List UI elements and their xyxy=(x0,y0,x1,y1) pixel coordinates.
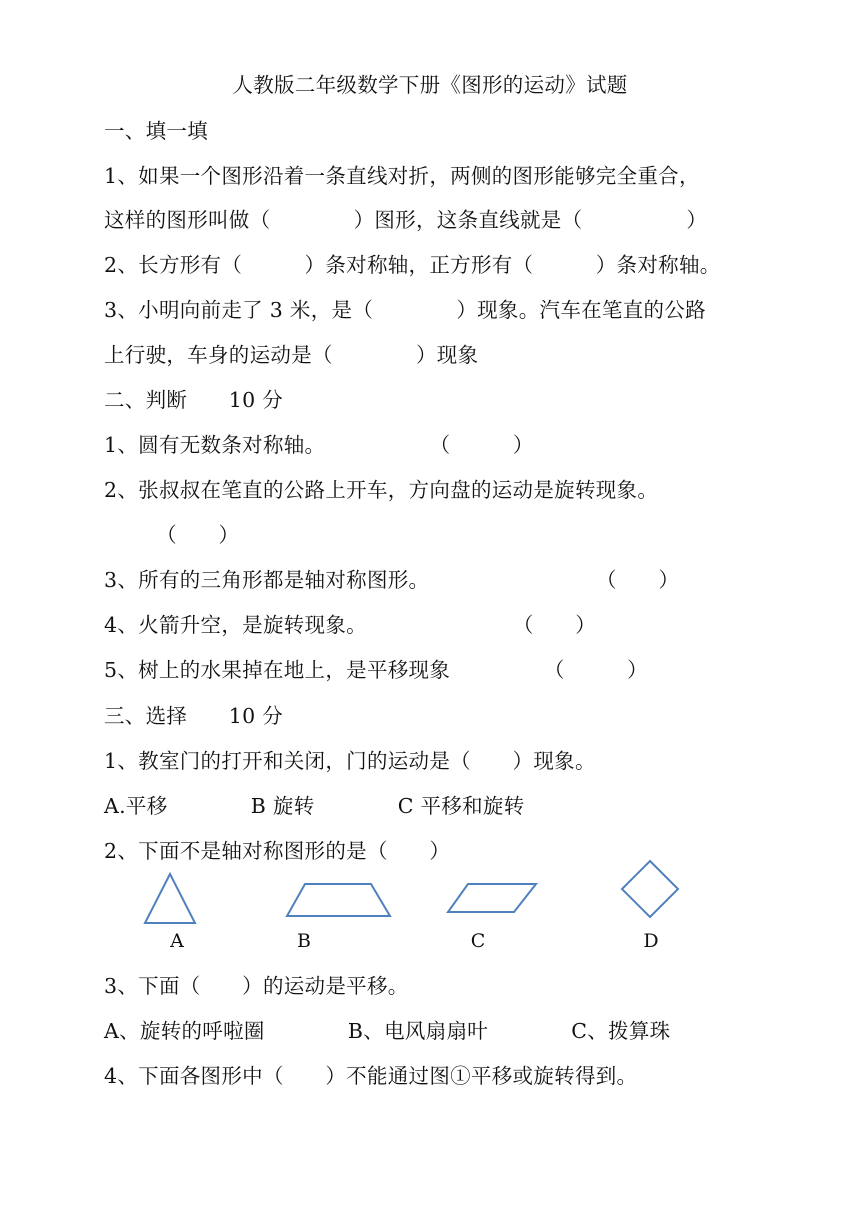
parallelogram-figure xyxy=(446,882,538,914)
section-3-heading: 三、选择 10 分 xyxy=(104,704,284,728)
judge-question-2-line-1: 2、张叔叔在笔直的公路上开车，方向盘的运动是旋转现象。 xyxy=(104,478,659,502)
choice-question-3-options: A、旋转的呼啦圈 B、电风扇扇叶 C、拨算珠 xyxy=(104,1019,671,1043)
diamond-figure xyxy=(621,860,679,918)
judge-question-2-line-2: （ ） xyxy=(104,523,240,547)
section-1-heading: 一、填一填 xyxy=(104,119,208,143)
choice-question-1-options: A.平移 B 旋转 C 平移和旋转 xyxy=(104,794,525,818)
fill-question-3-line-1: 3、小明向前走了 3 米，是（ ）现象。汽车在笔直的公路 xyxy=(104,298,706,322)
figure-label-a: A xyxy=(170,930,184,952)
judge-question-1: 1、圆有无数条对称轴。 （ ） xyxy=(104,433,534,457)
judge-question-4: 4、火箭升空，是旋转现象。 （ ） xyxy=(104,613,597,637)
figure-label-d: D xyxy=(643,930,659,952)
choice-question-3: 3、下面（ ）的运动是平移。 xyxy=(104,974,409,998)
choice-question-4: 4、下面各图形中（ ）不能通过图①平移或旋转得到。 xyxy=(104,1064,638,1088)
figure-label-b: B xyxy=(297,930,311,952)
page-title: 人教版二年级数学下册《图形的运动》试题 xyxy=(232,73,628,97)
judge-question-3: 3、所有的三角形都是轴对称图形。 （ ） xyxy=(104,568,680,592)
section-2-heading: 二、判断 10 分 xyxy=(104,388,284,412)
trapezoid-figure xyxy=(285,882,392,918)
fill-question-2: 2、长方形有（ ）条对称轴，正方形有（ ）条对称轴。 xyxy=(104,253,721,277)
fill-question-1-line-2: 这样的图形叫做（ ）图形，这条直线就是（ ） xyxy=(104,208,708,232)
choice-question-2: 2、下面不是轴对称图形的是（ ） xyxy=(104,839,451,863)
fill-question-1-line-1: 1、如果一个图形沿着一条直线对折，两侧的图形能够完全重合， xyxy=(104,164,700,188)
fill-question-3-line-2: 上行驶，车身的运动是（ ）现象 xyxy=(104,343,479,367)
judge-question-5: 5、树上的水果掉在地上，是平移现象 （ ） xyxy=(104,658,648,682)
triangle-figure xyxy=(143,873,197,925)
choice-question-1: 1、教室门的打开和关闭，门的运动是（ ）现象。 xyxy=(104,749,596,773)
figure-label-c: C xyxy=(470,930,486,952)
